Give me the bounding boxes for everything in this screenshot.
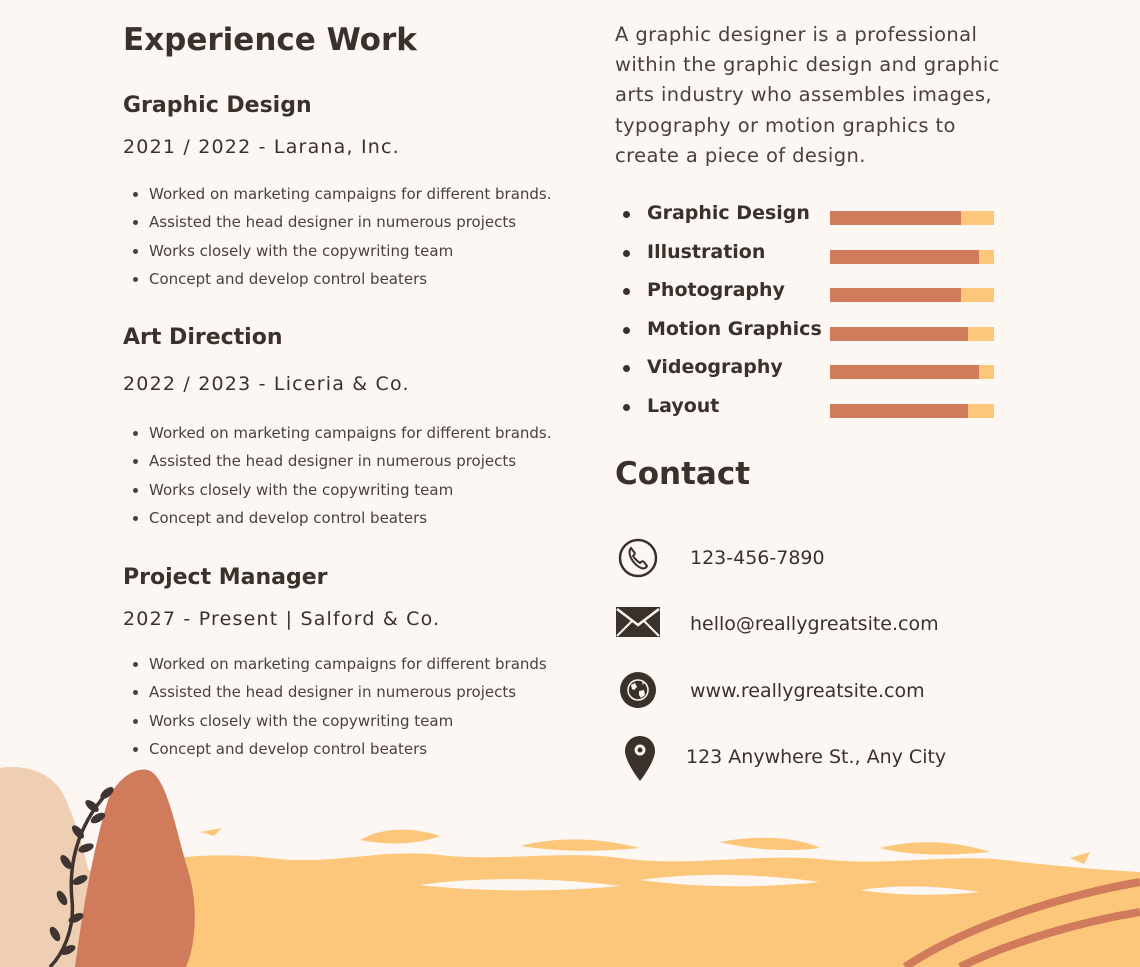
address-text: 123 Anywhere St., Any City: [686, 746, 947, 768]
list-item: • Assisted the head designer in numerous projects: [149, 678, 619, 706]
contact-email: [615, 601, 1005, 651]
skill-name: Illustration: [647, 240, 766, 263]
skill-name: Graphic Design: [647, 202, 810, 224]
skill-bar: [830, 404, 994, 418]
contact-heading: Contact: [615, 456, 751, 492]
job-title: Graphic Design: [123, 93, 312, 118]
list-item: • Concept and develop control beaters: [149, 504, 619, 532]
job-meta: 2022 / 2023 - Liceria & Co.: [123, 373, 410, 395]
about-text: A graphic designer is a professional within the graphic design and graphic arts industry who assembles images, typography or motion graphics to create a piece of design.: [615, 23, 1000, 167]
list-item: • Worked on marketing campaigns for different brands.: [149, 180, 619, 208]
list-item: • Assisted the head designer in numerous projects: [149, 208, 619, 236]
contact-website: [615, 668, 1005, 718]
list-item: • Concept and develop control beaters: [149, 735, 619, 763]
list-item: • Worked on marketing campaigns for different brands: [149, 650, 619, 678]
bullet-icon: [623, 288, 630, 295]
skill-bar: [830, 250, 994, 264]
phone-icon: [615, 535, 663, 583]
website-url[interactable]: www.reallygreatsite.com: [690, 680, 925, 702]
bullet-icon: [623, 365, 630, 372]
contact-phone: [615, 535, 1005, 585]
skill-bar-fill: [830, 404, 968, 418]
yellow-paint-stroke: [80, 853, 1140, 967]
skill-bar: [830, 288, 994, 302]
job-bullets: [123, 180, 619, 293]
skills-list: [615, 198, 1005, 430]
skill-row: [615, 237, 1005, 276]
skill-bar: [830, 365, 994, 379]
skill-bar-fill: [830, 288, 961, 302]
list-item: • Works closely with the copywriting team: [149, 237, 619, 265]
globe-icon: [615, 668, 663, 716]
job-title: Project Manager: [123, 565, 328, 590]
bullet-icon: [623, 327, 630, 334]
terracotta-blob: [75, 770, 195, 967]
bullet-icon: [623, 250, 630, 257]
job-title: Art Direction: [123, 325, 283, 350]
experience-heading: Experience Work: [123, 22, 417, 58]
skill-row: [615, 198, 1005, 237]
job-bullets: [123, 419, 619, 532]
bullet-icon: [623, 404, 630, 411]
skill-bar-fill: [830, 365, 979, 379]
skill-name: Layout: [647, 394, 720, 417]
skill-bar-fill: [830, 211, 961, 225]
skill-name: Photography: [647, 279, 785, 302]
skill-bar-fill: [830, 327, 968, 341]
skill-bar: [830, 327, 994, 341]
email-address[interactable]: hello@reallygreatsite.com: [690, 613, 939, 635]
skill-name: Motion Graphics: [647, 317, 822, 340]
skill-bar: [830, 211, 994, 225]
job-meta: 2021 / 2022 - Larana, Inc.: [123, 136, 400, 158]
skill-bar-fill: [830, 250, 979, 264]
skill-row: [615, 314, 1005, 353]
list-item: • Worked on marketing campaigns for different brands.: [149, 419, 619, 447]
list-item: • Works closely with the copywriting team: [149, 476, 619, 504]
job-bullets: [123, 650, 619, 763]
skill-row: [615, 391, 1005, 430]
contact-address: [615, 734, 1005, 784]
phone-number[interactable]: 123-456-7890: [690, 547, 825, 569]
list-item: • Concept and develop control beaters: [149, 265, 619, 293]
list-item: • Assisted the head designer in numerous projects: [149, 447, 619, 475]
skill-row: [615, 352, 1005, 391]
email-icon: [615, 601, 663, 649]
skill-name: Videography: [647, 356, 783, 379]
location-pin-icon: [615, 734, 663, 782]
job-meta: 2027 - Present | Salford & Co.: [123, 608, 441, 630]
bullet-icon: [623, 211, 630, 218]
skill-row: [615, 275, 1005, 314]
list-item: • Works closely with the copywriting team: [149, 707, 619, 735]
